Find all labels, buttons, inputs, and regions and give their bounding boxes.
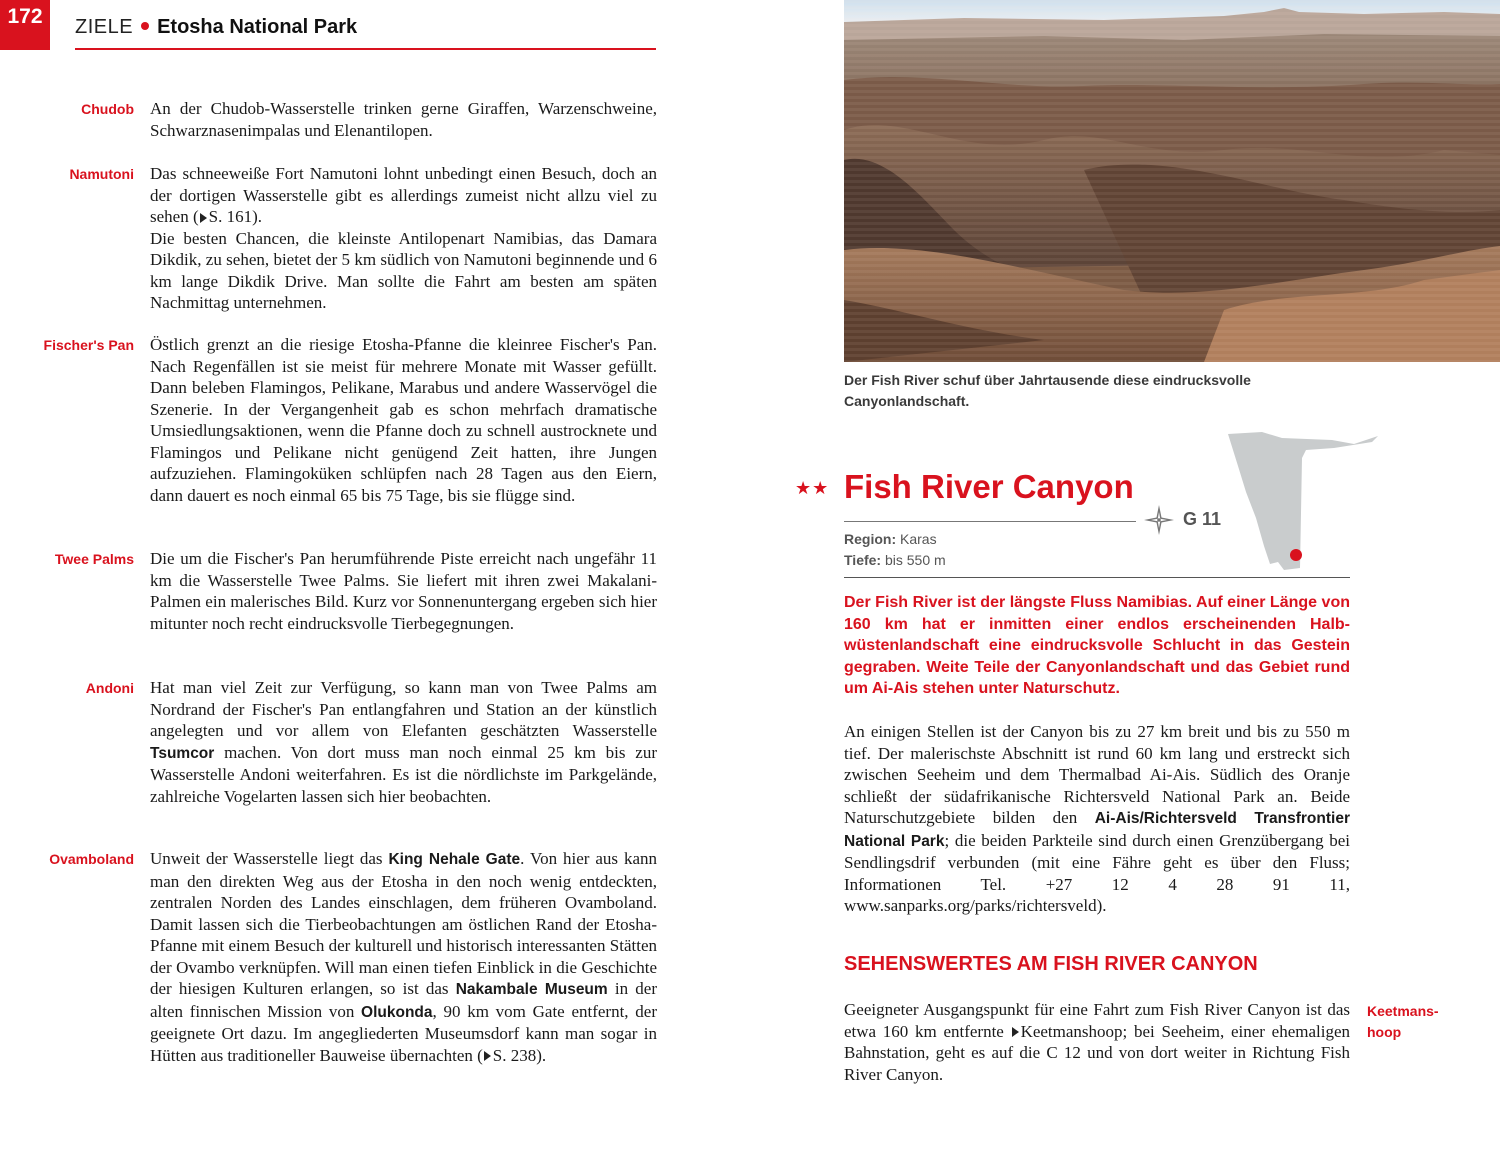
text-run: . Von hier aus kann man den direkten Weg aus der Etosha in den noch wenig entdeckten, zentralen Norden des Landes einschlagen, dem früheren Ovamboland. Damit lassen sich die Tierbeobachtungen am östlichen Rand der Etosha-Pfanne mit einem Besuch der kulturell und historisch interessanten Stätten der Ovambo verknüpfen. Will man einen tiefen Einblick in die Geschichte der hiesigen Kulturen erlangen, so ist das	[150, 849, 657, 998]
margin-label-keetmanshoop: Keetmanshoop	[1367, 1003, 1439, 1040]
sight-lead: Der Fish River ist der längste Fluss Namibias. Auf einer Länge von 160 km hat er inmitten einer endlos erscheinenden Halbwüstenlandschaft eine eindrucksvolle Schlucht in das Gestein gegraben. Weite Teile der Canyonlandschaft und das Gebiet rund um Ai-Ais stehen unter Naturschutz.	[844, 594, 1350, 697]
fact-depth	[844, 550, 946, 571]
fact-region	[844, 529, 946, 550]
running-header-kicker: ZIELE	[75, 16, 134, 38]
entry-label: Ovamboland	[49, 851, 134, 867]
text-run: Die besten Chancen, die kleinste Antilopenart Namibias, das Damara Dikdik, zu sehen, bietet der 5 km südlich von Namutoni beginnende und 6 km lange Dikdik Drive. Man sollte die Fahrt am besten am späten Nachmittag unternehmen.	[150, 228, 657, 312]
entry-text	[150, 848, 657, 1066]
entry-label: Namutoni	[69, 166, 134, 182]
text-run: Das schneeweiße Fort Namutoni lohnt unbedingt einen Besuch, doch an der dortigen Wasserstelle gibt es allerdings zumeist nicht allzu viel zu sehen (	[150, 164, 657, 226]
arrow-reference-icon	[1012, 1027, 1019, 1037]
sight-paragraph-2	[844, 999, 1350, 1085]
entry-text	[150, 163, 657, 314]
section-heading: SEHENSWERTES AM FISH RIVER CANYON	[844, 953, 1258, 975]
page-reference[interactable]: S. 238	[492, 1045, 537, 1065]
entry-label: Fischer's Pan	[43, 337, 134, 353]
map-grid-reference: G 11	[1183, 509, 1222, 529]
text-run: An einigen Stellen ist der Canyon bis zu 27 km breit und bis zu 550 m tief. Der malerischste Abschnitt ist rund 60 km lang und erstreckt sich zwischen Seeheim und dem Thermalbad Ai-Ais. Südlich des Oranje schließt der südafrikanische Richtersveld National Park an. Beide Naturschutzgebiete bilden den	[844, 722, 1350, 827]
cross-reference[interactable]: Keetmanshoop	[1020, 1021, 1123, 1041]
place-name: Tsumcor	[150, 744, 215, 762]
sight-paragraph-1	[844, 721, 1350, 917]
arrow-reference-icon	[200, 213, 207, 223]
page-number: 172	[0, 0, 50, 50]
photo-caption: Der Fish River schuf über Jahrtausende diese eindrucksvolle Canyonlandschaft.	[844, 372, 1251, 409]
namibia-map-icon	[1222, 428, 1382, 573]
fact-label: Tiefe:	[844, 552, 882, 568]
fact-value: bis 550 m	[884, 552, 946, 568]
text-run: machen. Von dort muss man noch einmal 25 km bis zur Wasserstelle Andoni weiterfahren. Es ist die nördlichste im Parkgelände, zahlreiche Vogelarten lassen sich hier beobachten.	[150, 742, 657, 806]
page-reference[interactable]: S. 161	[208, 207, 253, 226]
text-run: ; bei Seeheim, einer ehemaligen Bahnstation, geht es auf die C 12 und von dort weiter in Richtung Fish River Canyon.	[844, 1021, 1350, 1084]
running-header-title: Etosha National Park	[157, 16, 358, 38]
text-run: ).	[252, 207, 263, 226]
place-name: Olukonda	[361, 1003, 433, 1021]
header-dot	[141, 22, 149, 30]
park-name: Ai-Ais/Richtersveld Transfrontier National Park	[844, 810, 1350, 850]
text-run: ; die beiden Parkteile sind durch einen Grenzübergang bei Sendlingsdrif verbunden (mit eine Fähre geht es über den Fluss; Informationen Tel. +27 12 4 28 91 11, www.sanparks.org/parks/richtersveld).	[844, 830, 1350, 915]
arrow-reference-icon	[484, 1051, 491, 1061]
text-run: Geeigneter Ausgangspunkt für eine Fahrt zum Fish River Canyon ist das etwa 160 km entfernte	[844, 1000, 1350, 1041]
canyon-photo	[844, 0, 1500, 362]
text-run: , 90 km vom Gate entfernt, der geeignete Ort dazu. Im angegliederten Museumsdorf kann man sogar in Hütten aus traditioneller Bauweise übernachten (	[150, 1001, 657, 1065]
facts-rule	[844, 577, 1350, 578]
fact-label: Region:	[844, 531, 897, 547]
entry-text: Die um die Fischer's Pan herumführende Piste erreicht nach ungefähr 11 km die Wasserstelle Twee Palms. Sie liefert mit ihren zwei Makalani-Palmen ein malerisches Bild. Kurz vor Sonnenuntergang ergeben sich hier mitunter noch recht eindrucksvolle Tierbegegnungen.	[150, 549, 657, 633]
entry-text	[150, 677, 657, 807]
text-run: Hat man viel Zeit zur Verfügung, so kann man von Twee Palms am Nordrand der Fischer's Pan entlangfahren und Station an der künstlich angelegten und vor allem von Elefanten geschätzten Wasserstelle	[150, 678, 657, 740]
entry-label: Andoni	[85, 680, 134, 696]
text-run: ).	[536, 1045, 547, 1065]
title-rule	[844, 521, 1136, 522]
text-run: in der alten finnischen Mission von	[150, 979, 657, 1021]
rating-stars: ★★	[795, 478, 830, 499]
running-header	[75, 16, 656, 50]
entry-label: Chudob	[81, 101, 134, 117]
sight-facts	[844, 529, 946, 571]
entry-text: An der Chudob-Wasserstelle trinken gerne Giraffen, Warzenschweine, Schwarznasenimpalas und Elenantilopen.	[150, 99, 657, 140]
compass-rose-icon	[1143, 504, 1175, 536]
fact-value: Karas	[900, 531, 937, 547]
place-name: King Nehale Gate	[388, 851, 521, 868]
text-run: Unweit der Wasserstelle liegt das	[150, 849, 389, 868]
sight-title: Fish River Canyon	[844, 468, 1134, 505]
entry-text: Östlich grenzt an die riesige Etosha-Pfanne die kleinree Fischer's Pan. Nach Regenfällen ist sie meist für mehrere Monate mit Wasser gefüllt. Dann beleben Flamingos, Pelikane, Marabus und andere Wasservögel die Szenerie. In der Vergangenheit gab es schon mehrfach dramatische Umsiedlungsaktionen, wenn die Pfanne doch zu schnell austrocknete und Flamingos und Pelikane nicht genügend Zeit hatten, ihre Jungen aufzuziehen. Flamingoküken schlüpfen nach 28 Tagen aus den Eiern, dann dauert es noch einmal 65 bis 75 Tage, bis sie flügge sind.	[150, 335, 657, 505]
place-name: Nakambale Museum	[455, 981, 608, 998]
entry-label: Twee Palms	[54, 551, 134, 567]
